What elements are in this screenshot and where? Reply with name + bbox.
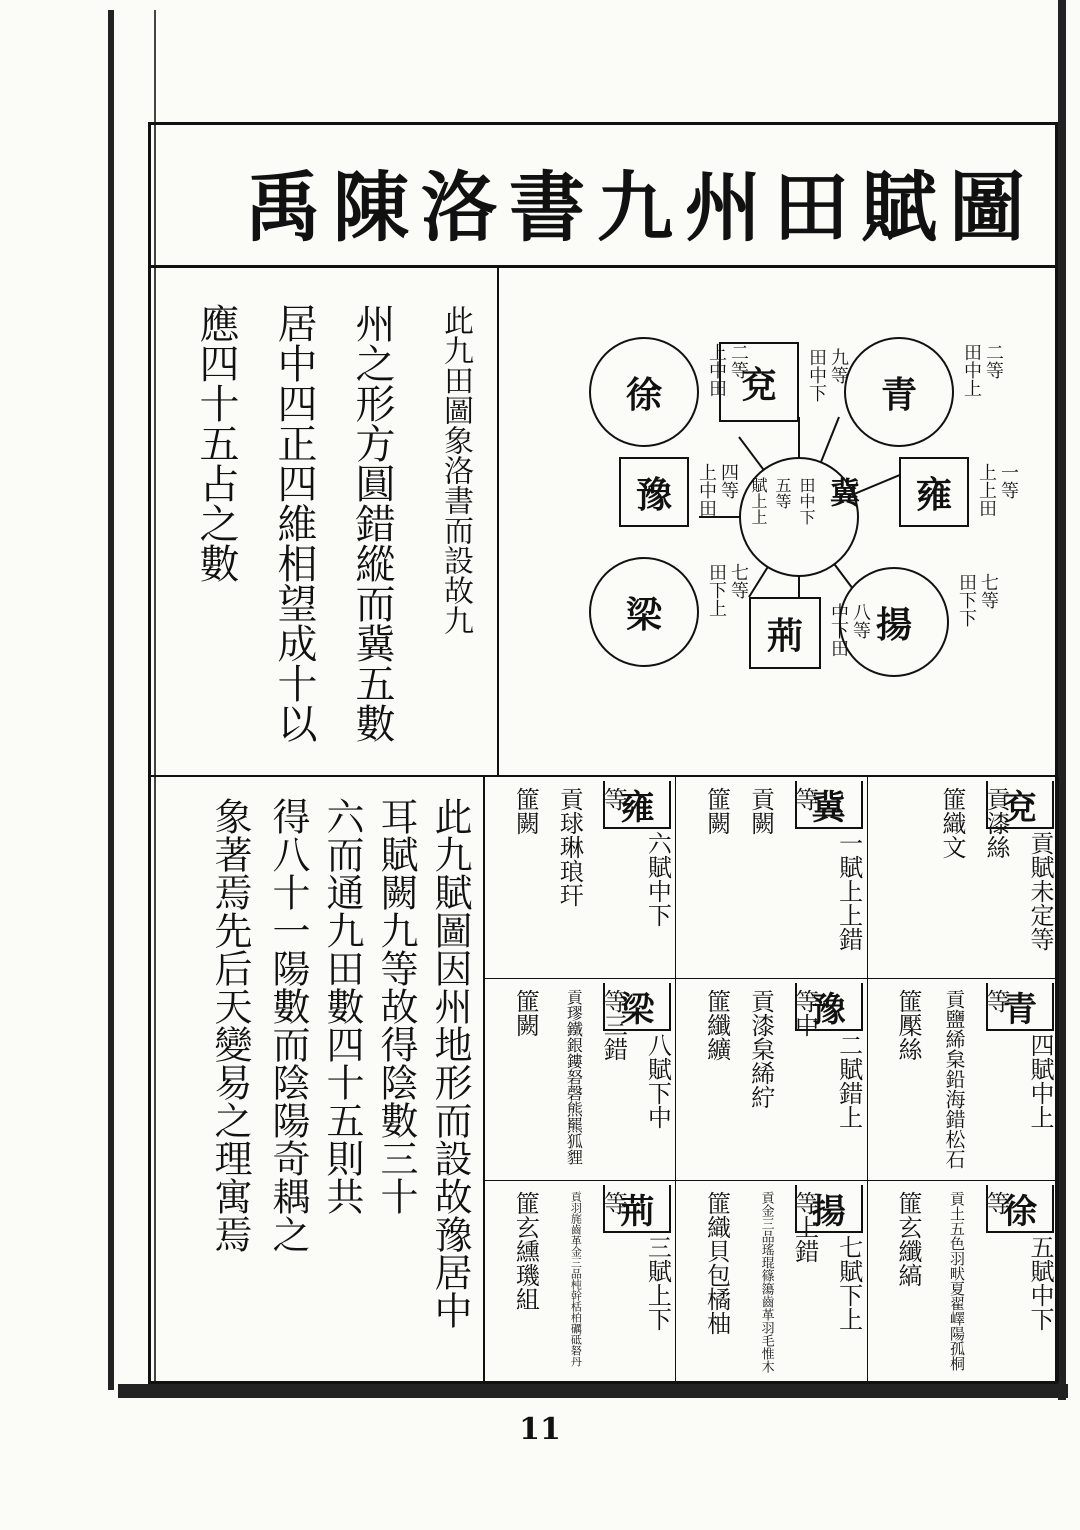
tribute-column: 篚闕 — [511, 989, 540, 1037]
tribute-column: 一賦上上錯 — [834, 831, 863, 951]
diagram-node — [749, 597, 821, 669]
scan-right-edge — [1058, 0, 1066, 1400]
tribute-column: 六賦中下 — [643, 831, 672, 927]
state-name: 徐 — [986, 1185, 1054, 1233]
tribute-cell — [676, 777, 867, 979]
tribute-table — [483, 777, 1059, 1383]
bottom-text-column: 得八十一陽數而陰陽奇耦之 — [266, 797, 310, 1253]
state-name: 豫 — [795, 983, 863, 1031]
diagram-node-note: 中下田 — [828, 603, 849, 657]
state-name: 荊 — [603, 1185, 671, 1233]
top-text-column: 應四十五占之數 — [193, 303, 239, 583]
diagram-node-name: 青 — [880, 373, 917, 416]
tribute-column: 等 — [599, 787, 628, 811]
state-name: 冀 — [795, 781, 863, 829]
top-text-column: 此九田圖象洛書而設故九 — [438, 305, 473, 635]
tribute-column: 等 — [981, 989, 1010, 1013]
tribute-column: 篚玄纁璣組 — [511, 1191, 540, 1311]
diagram-node-note: 田下下 — [956, 573, 977, 627]
diagram-node-note: 七等 — [978, 573, 999, 609]
tribute-column: 四賦中上 — [1025, 1033, 1054, 1129]
tribute-column: 篚闕 — [511, 787, 540, 835]
tribute-column: 三賦上下 — [643, 1235, 672, 1331]
tribute-cell — [485, 979, 676, 1181]
bottom-text-column: 六而通九田數四十五則共 — [320, 797, 364, 1215]
state-name: 青 — [986, 983, 1054, 1031]
diagram-node-note: 上上田 — [976, 463, 997, 517]
diagram-node-note: 上中田 — [696, 463, 717, 517]
tribute-column: 等中 — [790, 989, 819, 1037]
tribute-column: 等三錯 — [599, 989, 628, 1061]
tribute-cell — [485, 777, 676, 979]
diagram-node — [899, 457, 969, 527]
state-name: 雍 — [603, 781, 671, 829]
diagram-node-note: 田中上 — [961, 343, 982, 397]
center-label: 田中下 — [797, 477, 816, 525]
tribute-column: 等 — [599, 1191, 628, 1215]
tribute-column: 篚纖纊 — [702, 989, 731, 1061]
diagram-node-note: 田下上 — [706, 563, 727, 617]
page-frame — [148, 122, 1058, 1384]
tribute-column: 篚檿絲 — [893, 989, 922, 1061]
diagram-node-note: 二等 — [728, 343, 749, 379]
tribute-column: 貢賦未定等 — [1025, 831, 1054, 951]
tribute-column: 等 — [790, 787, 819, 811]
diagram-node — [844, 337, 954, 447]
state-name: 揚 — [795, 1185, 863, 1233]
diagram-node-note: 九等 — [828, 348, 849, 384]
diagram-node-name: 揚 — [875, 603, 912, 646]
center-label: 五等 — [773, 477, 792, 509]
tribute-cell — [676, 979, 867, 1181]
tribute-column: 貢羽旄齒革金三品杶幹栝柏礪砥砮丹 — [569, 1191, 583, 1367]
tribute-cell — [868, 777, 1059, 979]
tribute-cell — [868, 979, 1059, 1181]
tribute-column: 貢璆鐵銀鏤砮磬熊羆狐貍 — [564, 989, 584, 1165]
tribute-column: 貢球琳琅玕 — [555, 787, 584, 907]
diagram-node-note: 四等 — [718, 463, 739, 499]
diagram-node-note: 田中下 — [806, 348, 827, 402]
diagram-node-note: 一等 — [998, 463, 1019, 499]
tribute-column: 七賦下上 — [834, 1235, 863, 1331]
nine-fields-diagram — [499, 267, 1059, 773]
tribute-column: 篚闕 — [702, 787, 731, 835]
bottom-text-column: 象著焉先后天變易之理寓焉 — [208, 797, 252, 1253]
tribute-column: 二賦錯上 — [834, 1033, 863, 1129]
bottom-text-column: 耳賦闕九等故得陰數三十 — [374, 797, 418, 1215]
bottom-text-column: 此九賦圖因州地形而設故豫居中 — [428, 797, 472, 1329]
state-name: 梁 — [603, 983, 671, 1031]
tribute-column: 貢鹽絺枲鉛海錯松石 — [941, 989, 966, 1169]
tribute-column: 等上錯 — [790, 1191, 819, 1263]
diagram-node-name: 豫 — [635, 473, 672, 516]
state-name: 兗 — [986, 781, 1054, 829]
diagram-node-name: 徐 — [625, 373, 662, 416]
tribute-column: 等 — [981, 1191, 1010, 1215]
diagram-node — [619, 457, 689, 527]
tribute-column: 五賦中下 — [1025, 1235, 1054, 1331]
tribute-cell — [676, 1181, 867, 1383]
diagram-node-name: 雍 — [915, 473, 952, 516]
page-title: 禹陳洛書九州田賦圖 — [245, 163, 1037, 252]
diagram-node-name: 荊 — [766, 614, 803, 657]
diagram-node — [589, 557, 699, 667]
diagram-node-name: 梁 — [625, 593, 662, 636]
diagram-node-name: 兗 — [740, 363, 777, 406]
tribute-column: 篚玄纖縞 — [893, 1191, 922, 1287]
top-text-column: 州之形方圓錯縱而冀五數 — [349, 303, 395, 743]
diagram-node-note: 七等 — [728, 563, 749, 599]
scan-bottom-edge — [118, 1384, 1068, 1398]
diagram-node-note: 二等 — [983, 343, 1004, 379]
page-number: 11 — [519, 1412, 561, 1447]
tribute-cell — [485, 1181, 676, 1383]
tribute-column: 貢闕 — [746, 787, 775, 835]
title-band — [151, 125, 1055, 268]
center-label: 冀 — [824, 477, 859, 507]
diagram-node-note: 八等 — [850, 603, 871, 639]
center-label: 賦上上 — [749, 477, 768, 525]
diagram-node — [589, 337, 699, 447]
tribute-column: 篚織文 — [937, 787, 966, 859]
top-text-column: 居中四正四維相望成十以 — [271, 303, 317, 743]
diagram-node-note: 上中田 — [706, 343, 727, 397]
tribute-column: 貢土五色羽畎夏翟嶧陽孤桐 — [947, 1191, 966, 1371]
tribute-column: 篚織貝包橘柚 — [702, 1191, 731, 1335]
tribute-column: 八賦下中 — [643, 1033, 672, 1129]
tribute-column: 貢漆絲 — [981, 787, 1010, 859]
tribute-cell — [868, 1181, 1059, 1383]
tribute-column: 貢漆枲絺紵 — [746, 989, 775, 1109]
tribute-column: 貢金三品瑤琨篠簜齒革羽毛惟木 — [758, 1191, 774, 1373]
